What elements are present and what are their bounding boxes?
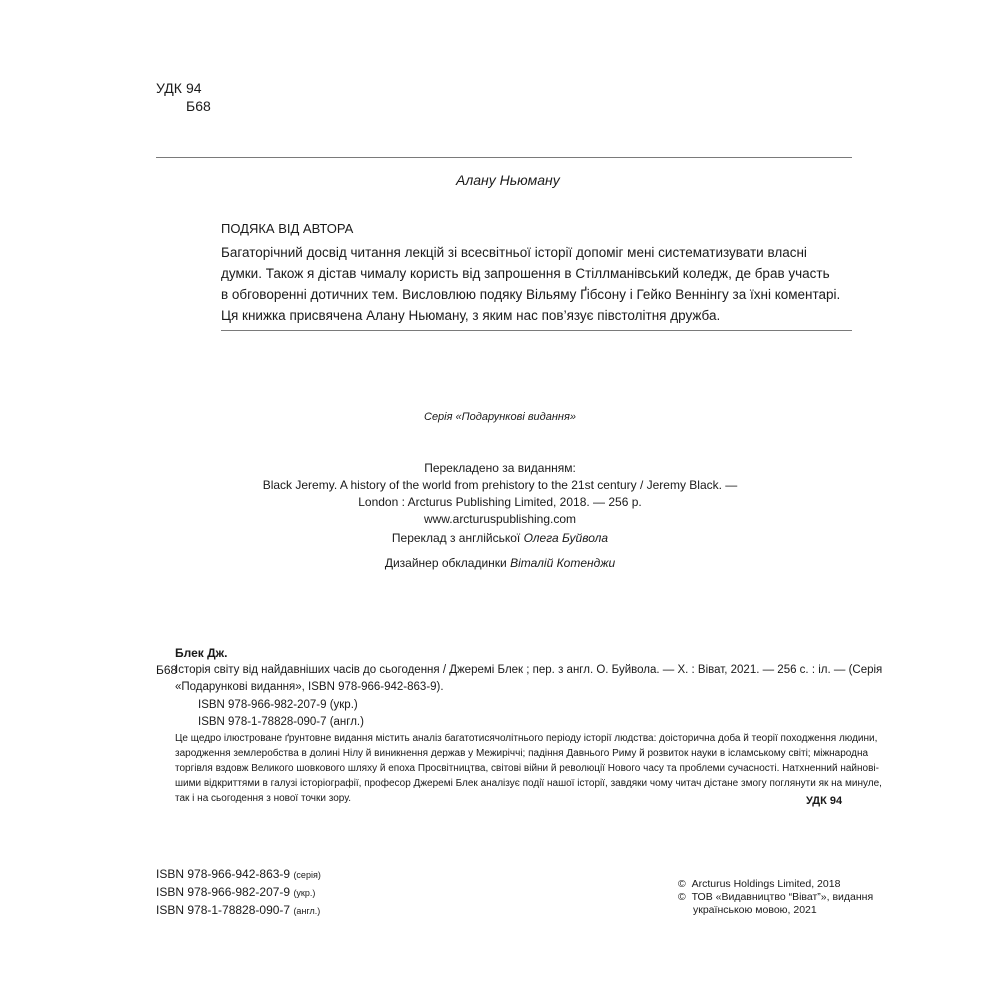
acknowledgements-heading: ПОДЯКА ВІД АВТОРА — [221, 221, 354, 236]
translator-prefix: Переклад з англійської — [391, 531, 524, 545]
copyright-line: © ТОВ «Видавництво “Віват”», видання — [678, 891, 874, 903]
designer-credit — [250, 555, 750, 572]
translation-source — [250, 460, 750, 528]
publisher-url: www.arcturuspublishing.com — [423, 512, 577, 526]
footer-isbn-list — [156, 866, 321, 920]
designer-prefix: Дизайнер обкладинки — [384, 556, 511, 570]
annotation-line: так і на сьогодення з нової точки зору. — [175, 793, 352, 804]
dedication: Алану Ньюману — [456, 172, 560, 188]
top-divider — [156, 157, 852, 158]
copyright-line: українською мовою, 2021 — [693, 904, 817, 916]
translation-heading: Перекладено за виданням: — [424, 461, 576, 475]
copyright-line: © Arcturus Holdings Limited, 2018 — [678, 878, 841, 890]
footer-isbn: ISBN 978-966-942-863-9 (серія) — [156, 867, 321, 881]
udk-label: УДК — [156, 80, 182, 96]
acknowledgements-line: думки. Також я дістав чималу користь від запрошення в Стіллманівський коледж, де брав участь — [221, 266, 830, 281]
catalog-isbn: ISBN 978-1-78828-090-7 (англ.) — [198, 716, 364, 728]
copyright-symbol: © — [678, 891, 686, 903]
annotation-udk: УДК 94 — [806, 795, 843, 807]
footer-isbn: ISBN 978-966-982-207-9 (укр.) — [156, 885, 316, 899]
translator-name: Олега Буйвола — [523, 531, 609, 545]
annotation — [175, 731, 882, 806]
translation-line: London : Arcturus Publishing Limited, 2018. — 256 p. — [358, 495, 642, 509]
catalog-line: Історія світу від найдавніших часів до сьогодення / Джеремі Блек ; пер. з англ. О. Буйвола. — Х. : Віват, 2021. — 256 с. : іл. — (Серія — [175, 664, 883, 676]
footer-isbn: ISBN 978-1-78828-090-7 (англ.) — [156, 903, 321, 917]
copyright-symbol: © — [678, 878, 686, 890]
author-mark: Б68 — [186, 98, 211, 114]
acknowledgements-text — [221, 242, 840, 326]
annotation-line: шими відкриттями в галузі історіографії, професор Джеремі Блек аналізує події нашої історії, завдяки чому читач дістане змогу поглянути як на минуле, — [175, 778, 882, 789]
catalog-description — [175, 662, 882, 696]
acknowledgements-line: в обговоренні дотичних тем. Висловлюю подяку Вільяму Ґібсону і Гейко Веннінгу за їхні коментарі. — [221, 287, 841, 302]
catalog-isbn: ISBN 978-966-982-207-9 (укр.) — [198, 699, 358, 711]
ack-divider — [221, 330, 852, 331]
copyright-block — [678, 878, 873, 917]
designer-name: Віталій Котенджи — [510, 556, 616, 570]
acknowledgements-line: Ця книжка присвячена Алану Ньюману, з яким нас пов’язує півстолітня дружба. — [221, 308, 721, 323]
translation-line: Black Jeremy. A history of the world from prehistory to the 21st century / Jeremy Black. — — [262, 478, 738, 492]
acknowledgements-line: Багаторічний досвід читання лекцій зі всесвітньої історії допоміг мені систематизувати власні — [221, 245, 807, 260]
udk-code: 94 — [186, 80, 202, 96]
translator-credit — [250, 530, 750, 547]
annotation-line: зародження землеробства в долині Нілу й виникнення держав у Межиріччі; падіння Давнього Риму й розвиток науки в ісламському світі; міжнародна — [175, 748, 869, 759]
catalog-author: Блек Дж. — [175, 646, 228, 660]
annotation-line: Це щедро ілюстроване ґрунтовне видання містить аналіз багатотисячолітнього періоду історії людства: доісторична доба й теорії походження людини, — [175, 733, 878, 744]
catalog-isbn-list — [198, 697, 364, 731]
catalog-line: «Подарункові видання», ISBN 978-966-942-863-9). — [175, 681, 444, 693]
annotation-line: торгівля вздовж Великого шовкового шляху й епоха Просвітництва, світові війни й революції Нового часу та проблеми сучасності. Натхненний найнові- — [175, 763, 879, 774]
catalog-mark: Б68 — [156, 663, 178, 677]
series-title: Серія «Подарункові видання» — [424, 411, 576, 423]
